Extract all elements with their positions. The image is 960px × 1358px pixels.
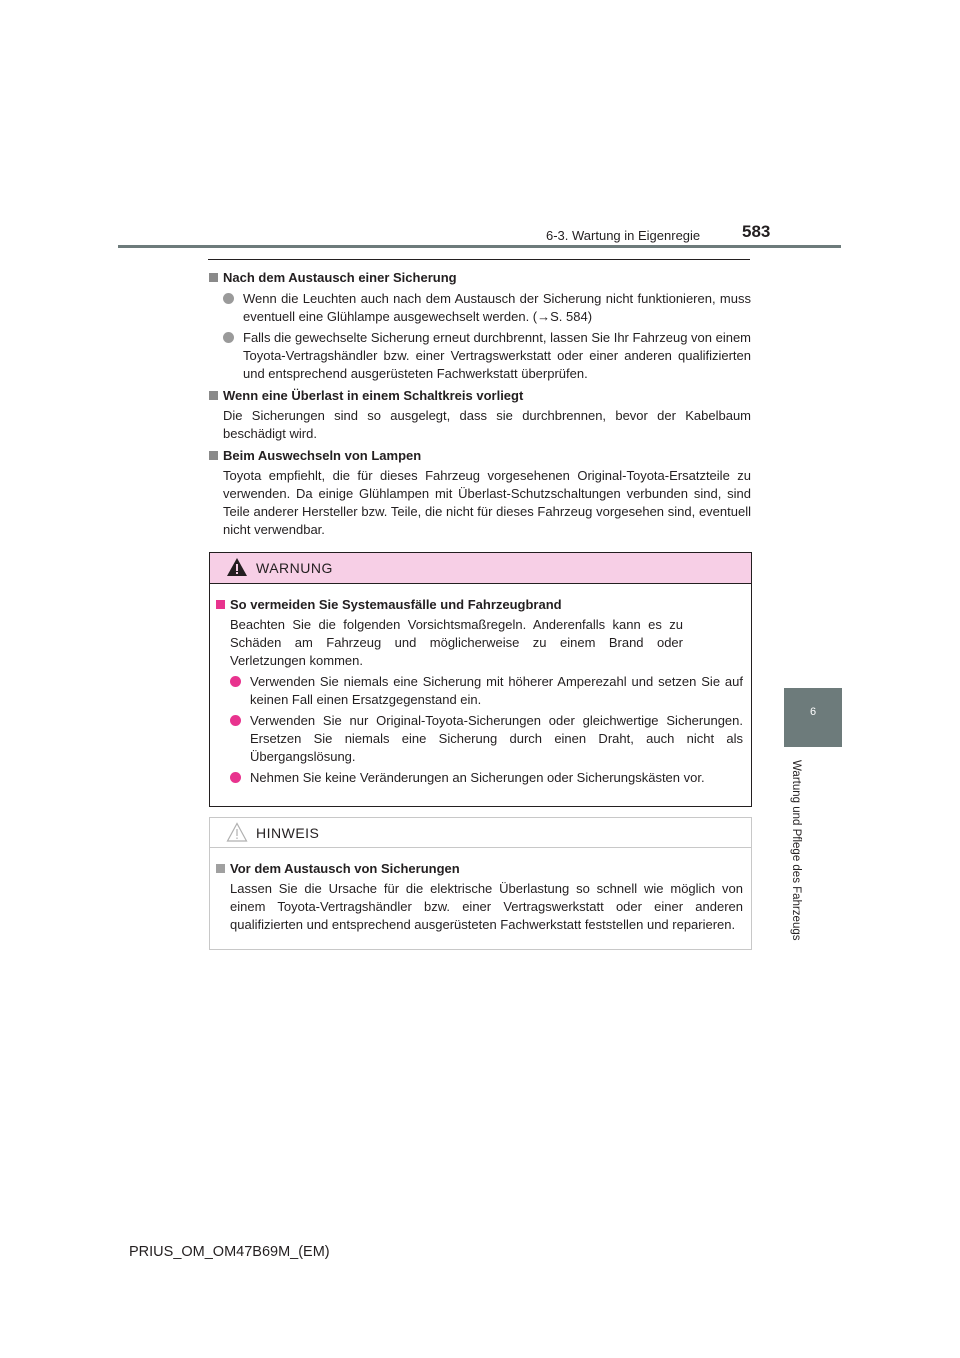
section-text: Toyota empfiehlt, die für dieses Fahrzeug vorgesehenen Original-Toyota-Ersatzteile zu verwenden. Da einige Glühlampen mit Überlast-Schutzschaltungen verbunden sind, sind Teile anderer Hersteller bzw. Teile, die nicht für dieses Fahrzeug vorgesehen sind, eventuell nicht verwendbar.	[223, 468, 751, 537]
list-item: Nehmen Sie keine Veränderungen an Sicherungen oder Sicherungskästen vor.	[216, 769, 743, 787]
warning-box	[209, 552, 752, 807]
header-rule	[118, 245, 841, 248]
notice-box	[209, 817, 752, 950]
circle-bullet-icon	[230, 715, 241, 726]
section-title: Nach dem Austausch einer Sicherung	[209, 269, 751, 287]
square-bullet-icon	[209, 451, 218, 460]
section-text: Die Sicherungen sind so ausgelegt, dass sie durchbrennen, bevor der Kabelbaum beschädigt wird.	[223, 408, 751, 441]
header-section-title: 6-3. Wartung in Eigenregie	[546, 228, 701, 243]
main-content	[209, 265, 751, 542]
list-item: Verwenden Sie niemals eine Sicherung mit höherer Amperezahl und setzen Sie auf keinen Fall einen Ersatzgegenstand ein.	[216, 673, 743, 709]
circle-bullet-icon	[230, 676, 241, 687]
content-top-rule	[208, 259, 750, 260]
section-title: Wenn eine Überlast in einem Schaltkreis vorliegt	[209, 387, 751, 405]
notice-header	[210, 818, 751, 848]
square-bullet-icon	[216, 864, 225, 873]
section-title: Beim Auswechseln von Lampen	[209, 447, 751, 465]
circle-bullet-icon	[223, 293, 234, 304]
warning-triangle-icon	[226, 557, 248, 577]
square-bullet-icon	[209, 273, 218, 282]
notice-body	[210, 848, 751, 934]
caution-triangle-icon	[226, 822, 248, 842]
chapter-number: 6	[809, 706, 817, 718]
chapter-title: Wartung und Pflege des Fahrzeugs	[790, 760, 802, 941]
circle-bullet-icon	[230, 772, 241, 783]
square-bullet-icon	[216, 600, 225, 609]
notice-text: Lassen Sie die Ursache für die elektrische Überlastung so schnell wie möglich von einem Toyota-Vertragshändler bzw. einer Vertragswerkstatt oder einer anderen qualifizierten und entsprechend ausgerüsteten Fachwerkstatt feststellen und reparieren.	[230, 881, 743, 932]
list-item: Verwenden Sie nur Original-Toyota-Sicherungen oder gleichwertige Sicherungen. Ersetzen Sie niemals eine Sicherung durch einen Draht, auch nicht als Übergangslösung.	[216, 712, 743, 766]
notice-label: HINWEIS	[256, 825, 320, 841]
notice-title: Vor dem Austausch von Sicherungen	[216, 860, 743, 878]
page-number: 583	[742, 222, 771, 241]
document-id: PRIUS_OM_OM47B69M_(EM)	[129, 1244, 330, 1260]
chapter-tab	[784, 688, 842, 747]
list-item: Wenn die Leuchten auch nach dem Austausch der Sicherung nicht funktionieren, muss eventuell eine Glühlampe ausgewechselt werden. (→S. 584)	[209, 290, 751, 326]
warning-title: So vermeiden Sie Systemausfälle und Fahrzeugbrand	[216, 596, 743, 614]
list-item: Falls die gewechselte Sicherung erneut durchbrennt, lassen Sie Ihr Fahrzeug von einem Toyota-Vertragshändler bzw. einer Vertragswerkstatt oder einer anderen qualifizierten und entsprechend ausgerüsteten Fachwerkstatt überprüfen.	[209, 329, 751, 383]
square-bullet-icon	[209, 391, 218, 400]
warning-body	[210, 584, 751, 787]
circle-bullet-icon	[223, 332, 234, 343]
warning-text: Beachten Sie die folgenden Vorsichtsmaßregeln. Anderenfalls kann es zu Schäden am Fahrzeug und möglicherweise zu einem Brand oder Verletzungen kommen.	[230, 617, 683, 668]
warning-header	[210, 553, 751, 584]
warning-label: WARNUNG	[256, 560, 333, 576]
